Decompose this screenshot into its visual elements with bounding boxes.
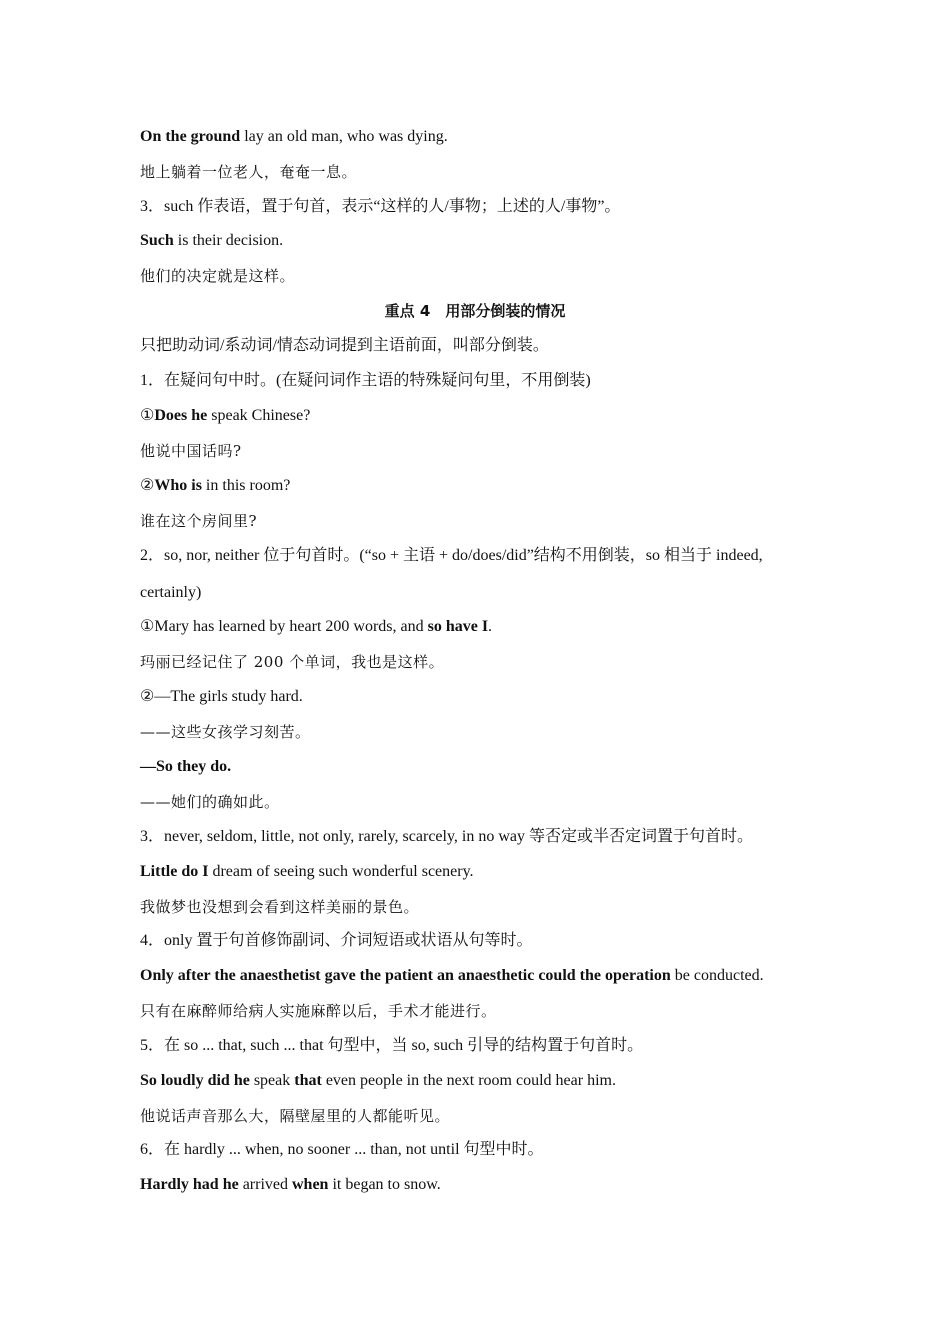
- text-span: speak Chinese?: [207, 407, 311, 424]
- text-line: [140, 476, 820, 496]
- text-line: [140, 197, 820, 217]
- text-line: [140, 336, 820, 356]
- bold-phrase: so have I: [427, 618, 489, 635]
- chinese-translation-line: [140, 897, 820, 917]
- chinese-translation-line: [140, 162, 820, 182]
- text-span: 3．never, seldom, little, not only, rarely, scarcely, in no way 等否定或半否定词置于句首时。: [140, 828, 754, 845]
- text-span: 地上躺着一位老人，奄奄一息。: [140, 163, 358, 181]
- text-span: 4．only 置于句首修饰副词、介词短语或状语从句等时。: [140, 932, 533, 949]
- section-heading: [0, 301, 950, 321]
- text-span: 他们的决定就是这样。: [140, 267, 296, 285]
- bold-phrase: when: [292, 1176, 329, 1193]
- text-line: [140, 827, 820, 847]
- text-line: [140, 371, 820, 391]
- chinese-translation-line: [140, 511, 820, 531]
- text-line: [140, 1175, 820, 1195]
- chinese-translation-line: [140, 792, 820, 812]
- text-span: lay an old man, who was dying.: [240, 128, 448, 145]
- text-span: 3．such 作表语，置于句首，表示“这样的人/事物；上述的人/事物”。: [140, 198, 621, 215]
- text-span: 2．so, nor, neither 位于句首时。(“so + 主语 + do/does/did”结构不用倒装，so 相当于 indeed,: [140, 547, 763, 564]
- text-span: ①: [140, 407, 155, 424]
- text-line: [140, 1036, 820, 1056]
- text-span: 6．在 hardly ... when, no sooner ... than, not until 句型中时。: [140, 1141, 544, 1158]
- text-span: 只把助动词/系动词/情态动词提到主语前面，叫部分倒装。: [140, 337, 549, 354]
- bold-phrase: that: [294, 1072, 322, 1089]
- text-line: [140, 931, 820, 951]
- text-span: .: [488, 618, 493, 635]
- text-span: ——她们的确如此。: [140, 793, 280, 811]
- text-line: [140, 1140, 820, 1160]
- text-span: 谁在这个房间里?: [140, 512, 258, 530]
- bold-phrase: Does he: [154, 407, 208, 424]
- text-span: 他说话声音那么大，隔壁屋里的人都能听见。: [140, 1107, 451, 1125]
- text-span: 只有在麻醉师给病人实施麻醉以后，手术才能进行。: [140, 1002, 497, 1020]
- bold-phrase: Little do I: [140, 863, 209, 880]
- text-line: [140, 757, 820, 777]
- text-span: ②—The girls study hard.: [140, 688, 303, 705]
- chinese-translation-line: [140, 441, 820, 461]
- text-span: it began to snow.: [328, 1176, 441, 1193]
- chinese-translation-line: [140, 1106, 820, 1126]
- text-span: 5．在 so ... that, such ... that 句型中，当 so, such 引导的结构置于句首时。: [140, 1037, 644, 1054]
- text-line: [140, 583, 820, 603]
- bold-phrase: On the ground: [140, 128, 241, 145]
- chinese-translation-line: [140, 1001, 820, 1021]
- chinese-translation-line: [140, 266, 820, 286]
- text-span: arrived: [238, 1176, 292, 1193]
- text-span: is their decision.: [173, 232, 284, 249]
- text-span: ——这些女孩学习刻苦。: [140, 723, 311, 741]
- text-span: dream of seeing such wonderful scenery.: [208, 863, 474, 880]
- text-line: [140, 862, 820, 882]
- bold-phrase: Hardly had he: [140, 1176, 239, 1193]
- text-span: ②: [140, 477, 155, 494]
- text-line: [140, 406, 820, 426]
- text-line: [140, 617, 820, 637]
- text-span: even people in the next room could hear him.: [321, 1072, 616, 1089]
- chinese-translation-line: [140, 652, 820, 672]
- text-span: 我做梦也没想到会看到这样美丽的景色。: [140, 898, 420, 916]
- text-span: certainly): [140, 584, 202, 601]
- text-line: [140, 966, 820, 986]
- text-line: [140, 127, 820, 147]
- text-line: [140, 546, 820, 566]
- bold-phrase: So loudly did he: [140, 1072, 250, 1089]
- text-line: [140, 687, 820, 707]
- text-span: 他说中国话吗?: [140, 442, 242, 460]
- text-span: 重点 4 用部分倒装的情况: [384, 302, 566, 320]
- text-span: 1．在疑问句中时。(在疑问词作主语的特殊疑问句里，不用倒装): [140, 372, 591, 389]
- bold-phrase: Such: [140, 232, 174, 249]
- text-span: speak: [249, 1072, 295, 1089]
- text-span: in this room?: [201, 477, 291, 494]
- bold-phrase: Only after the anaesthetist gave the patient an anaesthetic could the operation: [140, 967, 671, 984]
- text-span: be conducted.: [670, 967, 764, 984]
- chinese-translation-line: [140, 722, 820, 742]
- text-span: 玛丽已经记住了 200 个单词，我也是这样。: [140, 653, 445, 671]
- bold-phrase: —So they do.: [140, 758, 232, 775]
- bold-phrase: Who is: [154, 477, 202, 494]
- text-line: [140, 1071, 820, 1091]
- text-line: [140, 231, 820, 251]
- text-span: ①Mary has learned by heart 200 words, and: [140, 618, 428, 635]
